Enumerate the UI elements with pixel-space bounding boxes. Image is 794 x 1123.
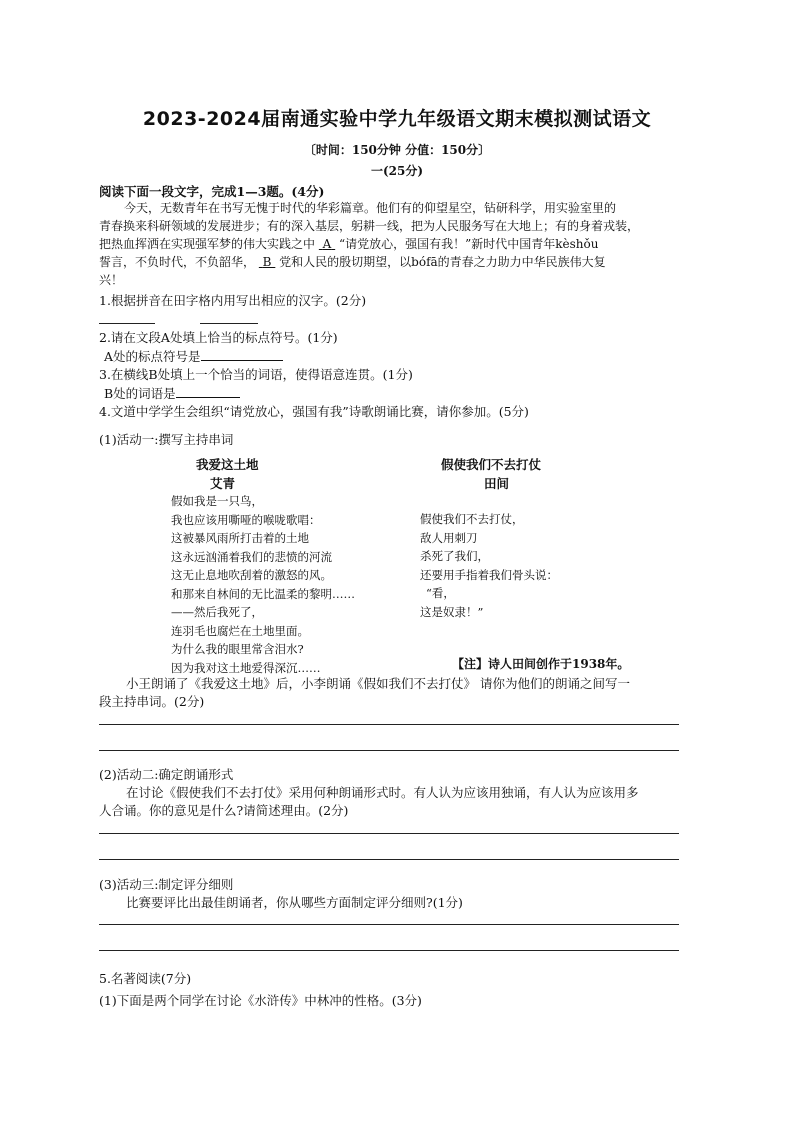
question-5: 5.名著阅读(7分) xyxy=(99,971,192,986)
activity-2-prompt-line-2: 人合诵。你的意见是什么?请简述理由。(2分) xyxy=(99,803,349,818)
passage-line-4 xyxy=(99,253,606,271)
poem-note: 【注】诗人田间创作于1938年。 xyxy=(452,657,630,671)
poem-line: “看， xyxy=(426,586,455,600)
poem-line: 我也应该用嘶哑的喉咙歌唱： xyxy=(171,512,321,527)
activity-1-answer-line-2[interactable] xyxy=(99,750,679,751)
q3-answer-row xyxy=(104,384,240,402)
poem-line: 假使我们不去打仗， xyxy=(420,512,524,526)
poem-line: 这是奴隶！” xyxy=(420,604,484,619)
exam-time-score: 〔时间：150分钟 分值：150分〕 xyxy=(303,143,491,157)
passage-text: “请党放心，强国有我！”新时代中国青年kèshǒu xyxy=(339,237,599,251)
poem-line: 还要用手指着我们骨头说： xyxy=(420,567,558,582)
blank-b-label: B xyxy=(262,255,272,269)
activity-3-answer-line-1[interactable] xyxy=(99,924,679,925)
activity-2-prompt-line-1: 在讨论《假使我们不去打仗》采用何种朗诵形式时。有人认为应该用独诵，有人认为应该用多 xyxy=(126,785,639,800)
question-2: 2.请在文段A处填上恰当的标点符号。(1分) xyxy=(99,330,338,345)
q3-answer-blank[interactable] xyxy=(176,385,240,398)
activity-3-answer-line-2[interactable] xyxy=(99,950,679,951)
poem-line: 连羽毛也腐烂在土地里面。 xyxy=(171,623,309,638)
activity-1-heading: (1)活动一:撰写主持串词 xyxy=(99,432,234,447)
poem-line: 这被暴风雨所打击着的土地 xyxy=(171,531,309,545)
activity-1-prompt-line-1: 小王朗诵了《我爱这土地》后，小李朗诵《假如我们不去打仗》 请你为他们的朗诵之间写一 xyxy=(126,676,630,691)
poem-line: 因为我对这土地爱得深沉…… xyxy=(171,660,321,675)
q2-answer-blank[interactable] xyxy=(201,348,283,361)
question-1: 1.根据拼音在田字格内用写出相应的汉字。(2分) xyxy=(99,293,367,308)
poem-right-title: 假使我们不去打仗 xyxy=(441,457,542,472)
poem-left-title: 我爱这土地 xyxy=(196,457,259,472)
passage-text: 党和人民的殷切期望，以bófā的青春之力助力中华民族伟大复 xyxy=(279,255,606,269)
poem-line: 敌人用刺刀 xyxy=(420,530,478,545)
activity-1-prompt-line-2: 段主持串词。(2分) xyxy=(99,694,205,709)
blank-a-marker xyxy=(319,237,335,251)
passage-line-5: 兴！ xyxy=(99,273,124,287)
q1-answer-line-2[interactable] xyxy=(200,323,258,324)
poem-line: 这永远汹涌着我们的悲愤的河流 xyxy=(171,549,332,564)
reading-passage xyxy=(99,199,699,289)
activity-2-heading: (2)活动二:确定朗诵形式 xyxy=(99,767,234,782)
blank-a-label: A xyxy=(322,237,332,251)
poem-right-body xyxy=(420,510,558,621)
poem-left-body xyxy=(171,492,355,677)
passage-line-2: 青春换来科研领域的发展进步；有的深入基层，躬耕一线，把为人民服务写在大地上；有的身着戎装， xyxy=(99,219,640,233)
poem-line: 和那来自林间的无比温柔的黎明…… xyxy=(171,586,355,601)
activity-1-answer-line-1[interactable] xyxy=(99,724,679,725)
q2-answer-label: A处的标点符号是 xyxy=(104,349,201,364)
passage-text: 誓言，不负时代，不负韶华， xyxy=(99,255,256,269)
activity-2-answer-line-1[interactable] xyxy=(99,833,679,834)
poem-line: ——然后我死了， xyxy=(171,605,263,619)
reading-instruction: 阅读下面一段文字，完成1—3题。(4分) xyxy=(99,184,325,199)
q2-answer-row xyxy=(104,347,283,365)
page-title: 2023-2024届南通实验中学九年级语文期末模拟测试语文 xyxy=(142,108,652,130)
poem-right-author: 田间 xyxy=(484,476,510,491)
question-4: 4.文道中学学生会组织“请党放心，强国有我”诗歌朗诵比赛，请你参加。(5分) xyxy=(99,404,529,419)
blank-b-marker xyxy=(259,255,275,269)
passage-line-1: 今天，无数青年在书写无愧于时代的华彩篇章。他们有的仰望星空，钻研科学，用实验室里的 xyxy=(124,201,617,215)
q1-answer-line-1[interactable] xyxy=(99,323,155,324)
activity-3-heading: (3)活动三:制定评分细则 xyxy=(99,877,234,892)
question-3: 3.在横线B处填上一个恰当的词语，使得语意连贯。(1分) xyxy=(99,367,413,382)
passage-text: 把热血挥洒在实现强军梦的伟大实践之中 xyxy=(99,237,316,251)
poem-line: 这无止息地吹刮着的激怒的风。 xyxy=(171,568,332,582)
poem-left-author: 艾青 xyxy=(210,476,236,491)
passage-line-3 xyxy=(99,235,598,253)
question-5-1: (1)下面是两个同学在讨论《水浒传》中林冲的性格。(3分) xyxy=(99,993,422,1008)
activity-2-answer-line-2[interactable] xyxy=(99,859,679,860)
poem-line: 杀死了我们， xyxy=(420,549,489,563)
section-heading: 一(25分) xyxy=(370,164,424,178)
poem-line: 假如我是一只鸟， xyxy=(171,494,263,508)
activity-3-prompt: 比赛要评比出最佳朗诵者，你从哪些方面制定评分细则?(1分) xyxy=(126,895,463,910)
poem-line: 为什么我的眼里常含泪水? xyxy=(171,642,304,656)
q3-answer-label: B处的词语是 xyxy=(104,386,176,401)
